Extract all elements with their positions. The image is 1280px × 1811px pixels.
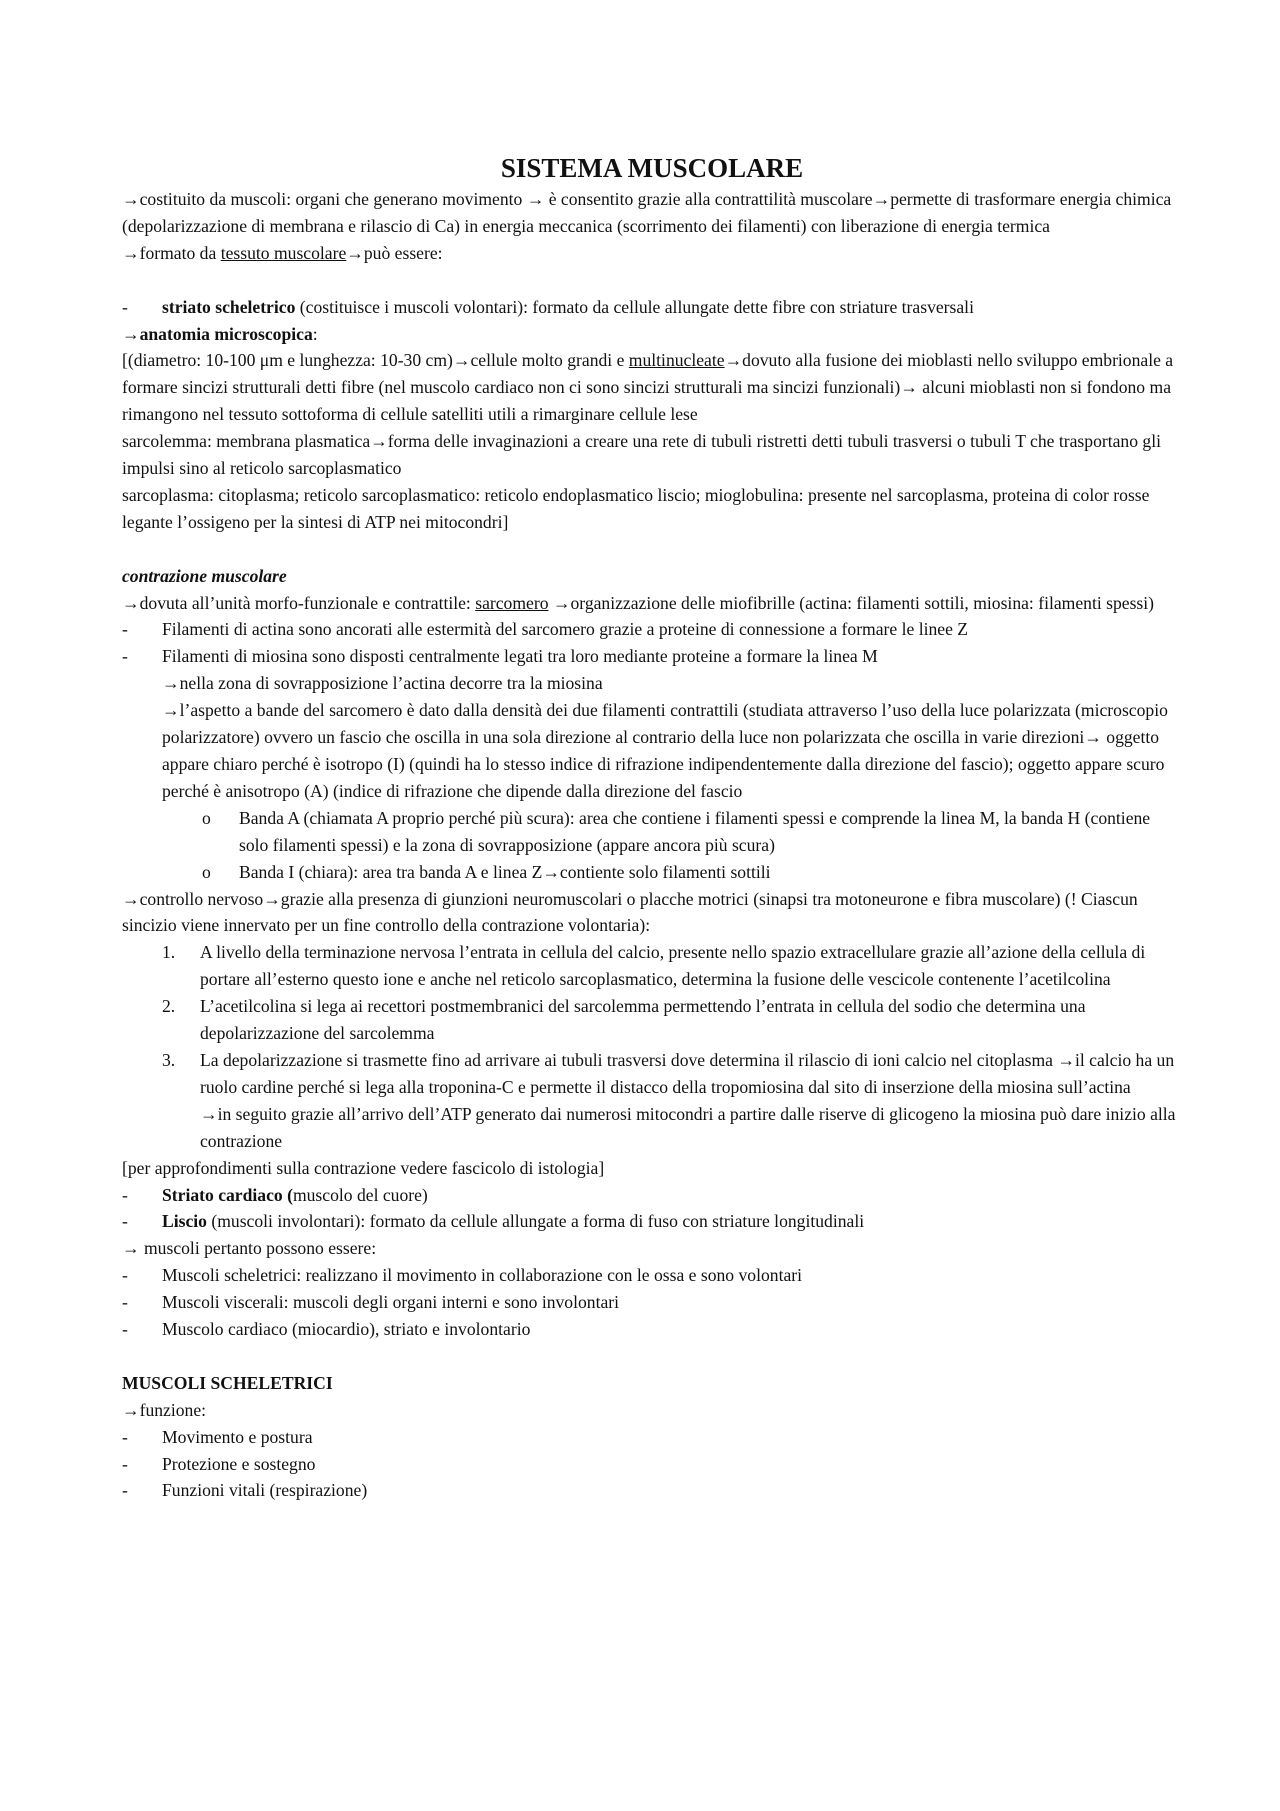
list-item-striato-cardiaco: - Striato cardiaco (muscolo del cuore) [122,1182,1182,1209]
sarcolemma-paragraph: sarcolemma: membrana plasmatica→forma delle invaginazioni a creare una rete di tubuli ristretti detti tubuli trasversi o tubuli T che trasportano gli impulsi sino al reticolo sarcoplasmatico [122,431,1161,479]
page-title: SISTEMA MUSCOLARE [500,153,804,183]
istologia-note: [per approfondimenti sulla contrazione vedere fascicolo di istologia] [122,1157,605,1178]
numbered-item-3: 3. La depolarizzazione si trasmette fino ad arrivare ai tubuli trasversi dove determina il rilascio di ioni calcio nel citoplasma →il calcio ha un ruolo cardine perché si lega alla troponina-C e permette il distacco della tropomiosina dal sito di inserzione della miosina sull’actina [162,1049,1175,1097]
numbered-item-3-continuation: →in seguito grazie all’arrivo dell’ATP generato dai numerosi mitocondri a partire dalle riserve di glicogeno la miosina può dare inizio alla contrazione [200,1103,1176,1151]
list-item-muscolo-cardiaco: - Muscolo cardiaco (miocardio), striato e involontario [122,1316,1182,1343]
funzione-line: →funzione: [122,1399,207,1420]
list-item-muscoli-scheletrici: - Muscoli scheletrici: realizzano il movimento in collaborazione con le ossa e sono volontari [122,1262,1182,1289]
contrazione-heading: contrazione muscolare [122,565,287,586]
list-item-miosina: - Filamenti di miosina sono disposti centralmente legati tra loro mediante proteine a formare la linea M [122,643,1182,670]
anatomia-heading: →anatomia microscopica: [122,323,318,344]
document-page [122,150,1182,1504]
list-item-muscoli-viscerali: - Muscoli viscerali: muscoli degli organi interni e sono involontari [122,1289,1182,1316]
list-item-movimento: - Movimento e postura [122,1424,1182,1451]
list-item-protezione: - Protezione e sostegno [122,1451,1182,1478]
bande-paragraph: →l’aspetto a bande del sarcomero è dato dalla densità dei due filamenti contrattili (studiata attraverso l’uso della luce polarizzata (microscopio polarizzatore) ovvero un fascio che oscilla in una sola direzione al contrario della luce non polarizzata che oscilla in varie direzioni→ oggetto appare chiaro perché è isotropo (I) (quindi ha lo stesso indice di rifrazione indipendentemente dalla direzione del fascio); oggetto appare scuro perché è anisotropo (A) (indice di rifrazione che dipende dalla direzione del fascio [162,700,1168,801]
anatomia-paragraph: [(diametro: 10-100 μm e lunghezza: 10-30 cm)→cellule molto grandi e multinucleate→dovuto alla fusione dei mioblasti nello sviluppo embrionale a formare sincizi strutturali detti fibre (nel muscolo cardiaco non ci sono sincizi strutturali ma sincizi funzionali)→ alcuni mioblasti non si fondono ma rimangono nel tessuto sottoforma di cellule satelliti utili a rimarginare cellule lese [122,350,1174,425]
list-item-striato-scheletrico: - striato scheletrico (costituisce i muscoli volontari): formato da cellule allungate dette fibre con striature trasversali [122,294,1182,321]
list-item-banda-a: o Banda A (chiamata A proprio perché più scura): area che contiene i filamenti spessi e comprende la linea M, la banda H (contiene solo filamenti spessi) e la zona di sovrapposizione (appare ancora più scura) [202,807,1151,855]
numbered-item-1: 1. A livello della terminazione nervosa l’entrata in cellula del calcio, presente nello spazio extracellulare grazie all’azione della cellula di portare all’esterno questo ione e anche nel reticolo sarcoplasmatico, determina la fusione delle vescicole contenente l’acetilcolina [162,942,1146,990]
sarcomero-line: →dovuta all’unità morfo-funzionale e contrattile: sarcomero →organizzazione delle miofibrille (actina: filamenti sottili, miosina: filamenti spessi) [122,592,1155,613]
list-item-funzioni-vitali: - Funzioni vitali (respirazione) [122,1477,1182,1504]
list-item-actina: - Filamenti di actina sono ancorati alle estermità del sarcomero grazie a proteine di connessione a formare le linee Z [122,616,1182,643]
controllo-nervoso-paragraph: →controllo nervoso→grazie alla presenza di giunzioni neuromuscolari o placche motrici (sinapsi tra motoneurone e fibra muscolare) (! Ciascun sincizio viene innervato per un fine controllo della contrazione volontaria): [122,888,1138,936]
list-item-liscio: - Liscio (muscoli involontari): formato da cellule allungate a forma di fuso con striature longitudinali [122,1208,1182,1235]
pertanto-line: → muscoli pertanto possono essere: [122,1238,377,1259]
intro-paragraph: →costituito da muscoli: organi che generano movimento → è consentito grazie alla contrattilità muscolare→permette di trasformare energia chimica (depolarizzazione di membrana e rilascio di Ca) in energia meccanica (scorrimento dei filamenti) con liberazione di energia termica [122,189,1172,236]
list-item-banda-i: o Banda I (chiara): area tra banda A e linea Z→contiente solo filamenti sottili [202,861,771,882]
sovrapposizione-line: →nella zona di sovrapposizione l’actina decorre tra la miosina [162,673,603,694]
numbered-item-2: 2. L’acetilcolina si lega ai recettori postmembranici del sarcolemma permettendo l’entrata in cellula del sodio che determina una depolarizzazione del sarcolemma [162,996,1086,1044]
sarcoplasma-paragraph: sarcoplasma: citoplasma; reticolo sarcoplasmatico: reticolo endoplasmatico liscio; mioglobulina: presente nel sarcoplasma, proteina di color rosse legante l’ossigeno per la sintesi di ATP nei mitocondri] [122,484,1150,532]
scheletrici-heading: MUSCOLI SCHELETRICI [122,1372,333,1393]
intro-tessuto-line: →formato da tessuto muscolare→può essere: [122,242,443,263]
